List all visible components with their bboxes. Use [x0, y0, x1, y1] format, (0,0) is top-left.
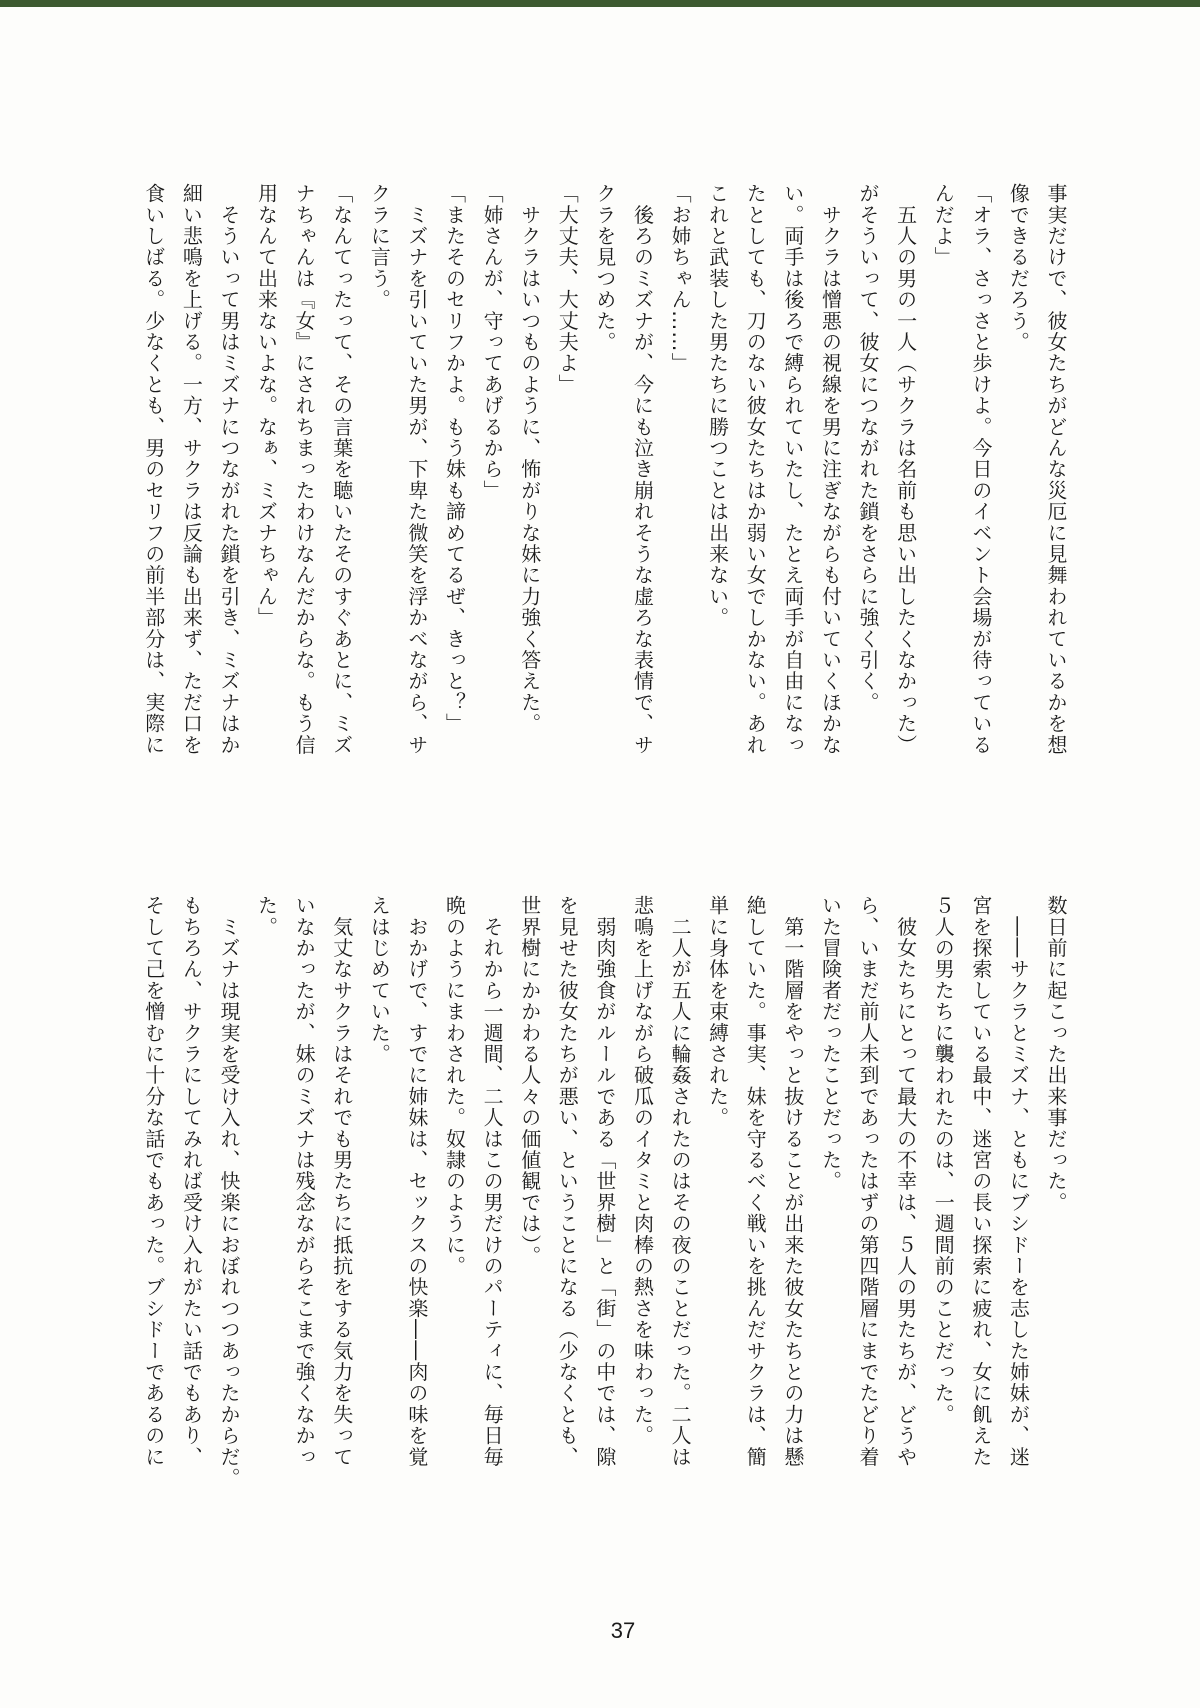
text-column: そういって男はミズナにつながれた鎖を引き、ミズナはか [216, 183, 241, 756]
text-column: ナちゃんは『女』にされちまったわけなんだからな。もう信 [292, 183, 317, 756]
text-column: サクラは憎悪の視線を男に注ぎながらも付いていくほかな [818, 183, 843, 756]
text-column: ５人の男たちに襲われたのは、一週間前のことだった。 [931, 895, 956, 1425]
text-column: 像できるだろう。 [1006, 183, 1031, 353]
text-column: いた冒険者だったことだった。 [818, 895, 843, 1192]
upper-text-block [134, 183, 1074, 773]
text-column: これと武装した男たちに勝つことは出来ない。 [705, 183, 730, 629]
text-column: サクラはいつものように、怖がりな妹に力強く答えた。 [517, 183, 542, 735]
text-column: 「オラ、さっさと歩けよ。今日のイベント会場が待っている [968, 183, 993, 756]
lower-text-block [134, 895, 1074, 1489]
text-column: 弱肉強食がルールである「世界樹」と「街」の中では、隙 [592, 895, 617, 1468]
text-column: 気丈なサクラはそれでも男たちに抵抗をする気力を失って [329, 895, 354, 1468]
text-column: 宮を探索している最中、迷宮の長い探索に疲れ、女に飢えた [968, 895, 993, 1468]
text-column: んだよ」 [931, 183, 956, 268]
text-column: 後ろのミズナが、今にも泣き崩れそうな虚ろな表情で、サ [630, 183, 655, 756]
text-column: もちろん、サクラにしてみれば受け入れがたい話でもあり、 [179, 895, 204, 1468]
text-column: 食いしばる。少なくとも、男のセリフの前半部分は、実際に [141, 183, 166, 756]
text-column: がそういって、彼女につながれた鎖をさらに強く引く。 [856, 183, 881, 713]
text-column: 彼女たちにとって最大の不幸は、５人の男たちが、どうや [893, 895, 918, 1468]
text-column: ミズナを引いていた男が、下卑た微笑を浮かべながら、サ [404, 183, 429, 756]
text-column: 「またそのセリフかよ。もう妹も諦めてるぜ、きっと？」 [442, 183, 467, 735]
text-column: を見せた彼女たちが悪い、ということになる（少なくとも、 [555, 895, 580, 1468]
text-column: た。 [254, 895, 279, 938]
text-column: 「姉さんが、守ってあげるから」 [480, 183, 505, 501]
text-column: 細い悲鳴を上げる。一方、サクラは反論も出来ず、ただ口を [179, 183, 204, 756]
text-column: えはじめていた。 [367, 895, 392, 1065]
text-column: 数日前に起こった出来事だった。 [1044, 895, 1068, 1213]
text-column: たとしても、刀のない彼女たちはか弱い女でしかない。あれ [743, 183, 768, 756]
text-column: 単に身体を束縛された。 [705, 895, 730, 1129]
text-column: 悲鳴を上げながら破瓜のイタミと肉棒の熱さを味わった。 [630, 895, 655, 1447]
text-column: 「大丈夫、大丈夫よ」 [555, 183, 580, 395]
text-column: 事実だけで、彼女たちがどんな災厄に見舞われているかを想 [1044, 183, 1068, 756]
text-column: ――サクラとミズナ、ともにブシドーを志した姉妹が、迷 [1006, 895, 1031, 1468]
text-column: ミズナは現実を受け入れ、快楽におぼれつつあったからだ。 [216, 895, 241, 1489]
text-column: クラを見つめた。 [592, 183, 617, 353]
text-column: 五人の男の一人（サクラは名前も思い出したくなかった） [893, 183, 918, 756]
text-column: 第一階層をやっと抜けることが出来た彼女たちとの力は懸 [780, 895, 805, 1468]
text-column: それから一週間、二人はこの男だけのパーティに、毎日毎 [480, 895, 505, 1468]
text-column: 世界樹にかかわる人々の価値観では）。 [517, 895, 542, 1267]
text-column: そして己を憎むに十分な話でもあった。ブシドーであるのに [141, 895, 166, 1468]
text-column: ら、いまだ前人未到であったはずの第四階層にまでたどり着 [856, 895, 881, 1468]
text-column: い。両手は後ろで縛られていたし、たとえ両手が自由になっ [780, 183, 805, 756]
page-number: 37 [610, 1618, 636, 1643]
text-column: 用なんて出来ないよな。なぁ、ミズナちゃん」 [254, 183, 279, 629]
text-column: いなかったが、妹のミズナは残念ながらそこまで強くなかっ [292, 895, 317, 1468]
text-column: 絶していた。事実、妹を守るべく戦いを挑んだサクラは、簡 [743, 895, 768, 1468]
text-column: おかげで、すでに姉妹は、セックスの快楽――肉の味を覚 [404, 895, 429, 1468]
text-column: 「お姉ちゃん……」 [668, 183, 693, 374]
text-column: 「なんてったって、その言葉を聴いたそのすぐあとに、ミズ [329, 183, 354, 756]
text-column: 晩のようにまわされた。奴隷のように。 [442, 895, 467, 1277]
text-column: 二人が五人に輪姦されたのはその夜のことだった。二人は [668, 895, 693, 1468]
page-top-color-bar [0, 0, 1200, 7]
text-column: クラに言う。 [367, 183, 392, 311]
